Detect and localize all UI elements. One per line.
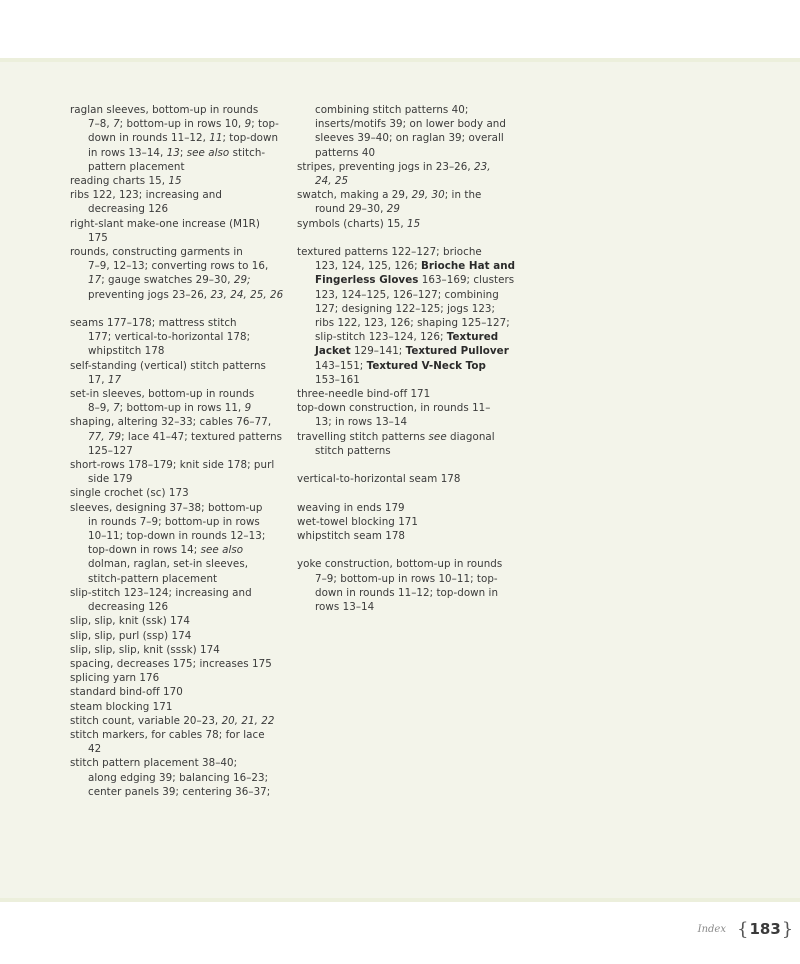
index-entry-continuation: stitch patterns [315, 444, 391, 457]
index-entry: stitch pattern placement 38–40; [70, 757, 238, 770]
index-entry-continuation: 123, 124, 125, 126; Brioche Hat and [315, 260, 516, 273]
index-entry: sleeves, designing 37–38; bottom-up [70, 501, 263, 514]
section-gap [297, 231, 527, 245]
index-entry-continuation: 17, 17 [88, 373, 122, 386]
brace-left-ornament: { [737, 918, 749, 940]
index-entry-continuation: 24, 25 [315, 175, 349, 188]
brace-right-ornament: } [781, 918, 794, 940]
index-entry-continuation: 153–161 [315, 373, 360, 386]
index-entry-continuation: inserts/motifs 39; on lower body and [315, 118, 506, 131]
index-entry: reading charts 15, 15 [70, 175, 182, 188]
index-entry: weaving in ends 179 [297, 501, 405, 514]
index-entry: stripes, preventing jogs in 23–26, 23, [297, 160, 491, 173]
index-entry-continuation: 143–151; Textured V-Neck Top [315, 359, 486, 372]
index-entry: travelling stitch patterns see diagonal [297, 430, 495, 443]
index-entry: standard bind-off 170 [70, 686, 183, 699]
index-entry: slip-stitch 123–124; increasing and [70, 586, 252, 599]
section-gap [70, 302, 292, 316]
index-entry: slip, slip, slip, knit (sssk) 174 [70, 643, 220, 656]
index-entry: textured patterns 122–127; brioche [297, 246, 482, 259]
section-label: Index [697, 924, 726, 935]
index-entry-continuation: 7–9; bottom-up in rows 10–11; top- [315, 572, 498, 585]
index-entry: single crochet (sc) 173 [70, 487, 189, 500]
index-entry-continuation: decreasing 126 [88, 203, 169, 216]
index-entry-continuation: combining stitch patterns 40; [315, 104, 469, 116]
index-entry-continuation: dolman, raglan, set-in sleeves, [88, 558, 249, 571]
index-entry: shaping, altering 32–33; cables 76–77, [70, 416, 272, 429]
index-entry: slip, slip, purl (ssp) 174 [70, 629, 192, 642]
index-entry-continuation: 7–9, 12–13; converting rows to 16, [88, 260, 269, 273]
index-entry-continuation: 17; gauge swatches 29–30, 29; [88, 274, 251, 287]
index-entry-continuation: 13; in rows 13–14 [315, 416, 408, 429]
index-entry-continuation: whipstitch 178 [88, 345, 165, 358]
index-column-left [70, 103, 292, 799]
index-entry: rounds, constructing garments in [70, 246, 243, 259]
index-entry: splicing yarn 176 [70, 672, 160, 685]
index-entry: wet-towel blocking 171 [297, 515, 419, 528]
index-entry-continuation: ribs 122, 123, 126; shaping 125–127; [315, 317, 510, 330]
index-entry-continuation: sleeves 39–40; on raglan 39; overall [315, 132, 504, 145]
index-entry-continuation: top-down in rows 14; see also [88, 544, 244, 557]
index-entry-continuation: 125–127 [88, 444, 133, 457]
index-entry-continuation: 42 [88, 743, 102, 756]
index-entry-continuation: 177; vertical-to-horizontal 178; [88, 331, 251, 344]
index-entry-continuation: along edging 39; balancing 16–23; [88, 771, 269, 784]
index-entry: swatch, making a 29, 29, 30; in the [297, 189, 482, 202]
index-entry-continuation: patterns 40 [315, 146, 376, 159]
index-entry-continuation: in rounds 7–9; bottom-up in rows [88, 515, 260, 528]
index-entry-continuation: 7–8, 7; bottom-up in rows 10, 9; top- [88, 118, 279, 131]
index-entry: self-standing (vertical) stitch patterns [70, 359, 266, 372]
index-entry: stitch count, variable 20–23, 20, 21, 22 [70, 714, 275, 727]
section-gap [297, 543, 527, 557]
index-entry-continuation: side 179 [88, 473, 133, 486]
index-entry: ribs 122, 123; increasing and [70, 189, 222, 202]
index-entry-continuation: down in rounds 11–12; top-down in [315, 586, 499, 599]
index-entry-continuation: pattern placement [88, 160, 185, 173]
index-entry: right-slant make-one increase (M1R) [70, 217, 260, 230]
index-entry: seams 177–178; mattress stitch [70, 317, 237, 330]
section-gap [297, 458, 527, 472]
index-entry: symbols (charts) 15, 15 [297, 217, 421, 230]
index-entry: top-down construction, in rounds 11– [297, 402, 491, 415]
index-entry: spacing, decreases 175; increases 175 [70, 657, 272, 670]
index-entry-continuation: in rows 13–14, 13; see also stitch- [88, 146, 266, 159]
index-entry: whipstitch seam 178 [297, 530, 406, 543]
index-entry: steam blocking 171 [70, 700, 173, 713]
index-entry-continuation: 10–11; top-down in rounds 12–13; [88, 530, 266, 543]
index-entry: set-in sleeves, bottom-up in rounds [70, 388, 255, 401]
index-entry-continuation: 123, 124–125, 126–127; combining [315, 288, 499, 301]
index-entry: yoke construction, bottom-up in rounds [297, 558, 503, 571]
index-entry-continuation: 8–9, 7; bottom-up in rows 11, 9 [88, 402, 252, 415]
index-entry: stitch markers, for cables 78; for lace [70, 728, 265, 741]
page-number [736, 918, 794, 940]
index-entry-continuation: 77, 79; lace 41–47; textured patterns [88, 430, 283, 443]
index-entry: slip, slip, knit (ssk) 174 [70, 615, 190, 628]
index-entry-continuation: rows 13–14 [315, 601, 375, 614]
index-entry-continuation: preventing jogs 23–26, 23, 24, 25, 26 [88, 288, 284, 301]
index-entry-continuation: decreasing 126 [88, 601, 169, 614]
index-entry: raglan sleeves, bottom-up in rounds [70, 104, 259, 116]
index-entry: short-rows 178–179; knit side 178; purl [70, 459, 275, 472]
index-entry-continuation: Fingerless Gloves 163–169; clusters [315, 274, 515, 287]
index-entry-continuation: 127; designing 122–125; jogs 123; [315, 302, 496, 315]
index-entry-continuation: down in rounds 11–12, 11; top-down [88, 132, 279, 145]
section-gap [297, 486, 527, 500]
index-entry-continuation: round 29–30, 29 [315, 203, 400, 216]
index-entry: vertical-to-horizontal seam 178 [297, 473, 461, 486]
index-entry: three-needle bind-off 171 [297, 388, 431, 401]
index-entry-continuation: 175 [88, 231, 108, 244]
index-entry-continuation: Jacket 129–141; Textured Pullover [315, 345, 509, 358]
index-entry-continuation: center panels 39; centering 36–37; [88, 785, 271, 798]
index-column-right [297, 103, 527, 614]
index-entry-continuation: slip-stitch 123–124, 126; Textured [315, 331, 499, 344]
page-number-value: 183 [749, 920, 781, 938]
index-entry-continuation: stitch-pattern placement [88, 572, 218, 585]
